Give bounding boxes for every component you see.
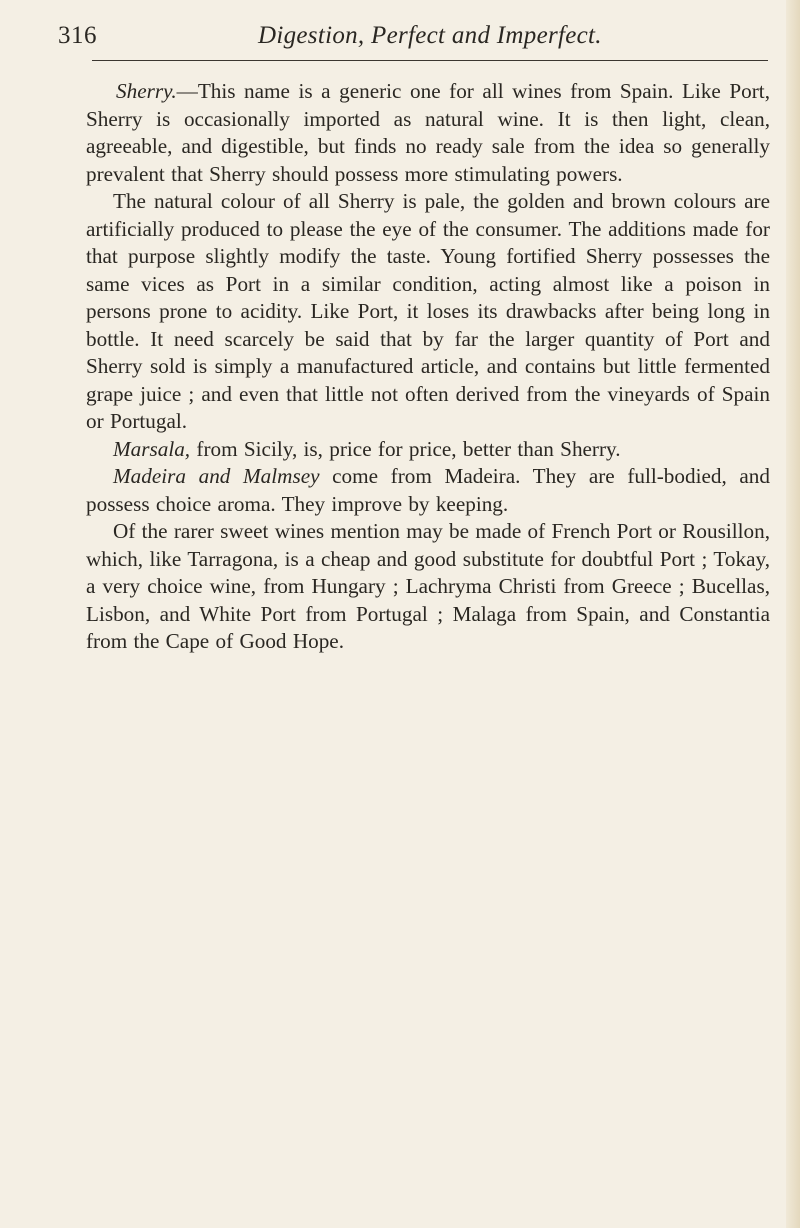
running-title: Digestion, Perfect and Imperfect. <box>258 22 602 49</box>
paragraph-rarer-wines <box>86 518 770 656</box>
paragraph-colour <box>86 188 770 436</box>
term-madeira-malmsey: Madeira and Malmsey <box>113 464 320 488</box>
term-sherry: Sherry. <box>116 79 177 103</box>
paragraph-text: —This name is a generic one for all wines from Spain. Like Port, Sherry is occasionally imported as natural wine. It is then light, clean, agreeable, and digestible, but finds no ready sale from the idea so generally prevalent that Sherry should possess more stimulating powers. <box>86 79 770 186</box>
page-number: 316 <box>58 22 97 49</box>
page-header <box>58 18 768 58</box>
paragraph-text: come from Madeira. They are full-bodied, and possess choice aroma. They improve by keeping. <box>86 464 770 516</box>
term-marsala: Marsala, <box>113 436 191 461</box>
page-edge-shadow <box>786 0 800 1228</box>
paragraph-text: from Sicily, is, price for price, better than Sherry. <box>190 436 621 461</box>
paragraph-text: Of the rarer sweet wines mention may be made of French Port or Rousillon, which, like Tarragona, is a cheap and good substitute for doubtful Port ; Tokay, a very choice wine, from Hungary ; Lachryma Christi from Greece ; Bucellas, Lisbon, and White Port from Portugal ; Malaga from Spain, and Constantia from the Cape of Good Hope. <box>86 519 770 653</box>
header-rule <box>92 60 768 61</box>
paragraph-text: The natural colour of all Sherry is pale, the golden and brown colours are artificially produced to please the eye of the consumer. The additions made for that purpose slightly modify the taste. Young fortified Sherry possesses the same vices as Port in a similar condition, acting almost like a poison in persons prone to acidity. Like Port, it loses its drawbacks after being long in bottle. It need scarcely be said that by far the larger quantity of Port and Sherry sold is simply a manufactured article, and contains but little fermented grape juice ; and even that little not often derived from the vineyards of Spain or Portugal. <box>86 189 770 433</box>
paragraph-madeira <box>86 463 770 518</box>
paragraph-sherry <box>86 78 770 188</box>
paragraph-marsala <box>86 436 770 464</box>
body-text <box>86 78 770 656</box>
